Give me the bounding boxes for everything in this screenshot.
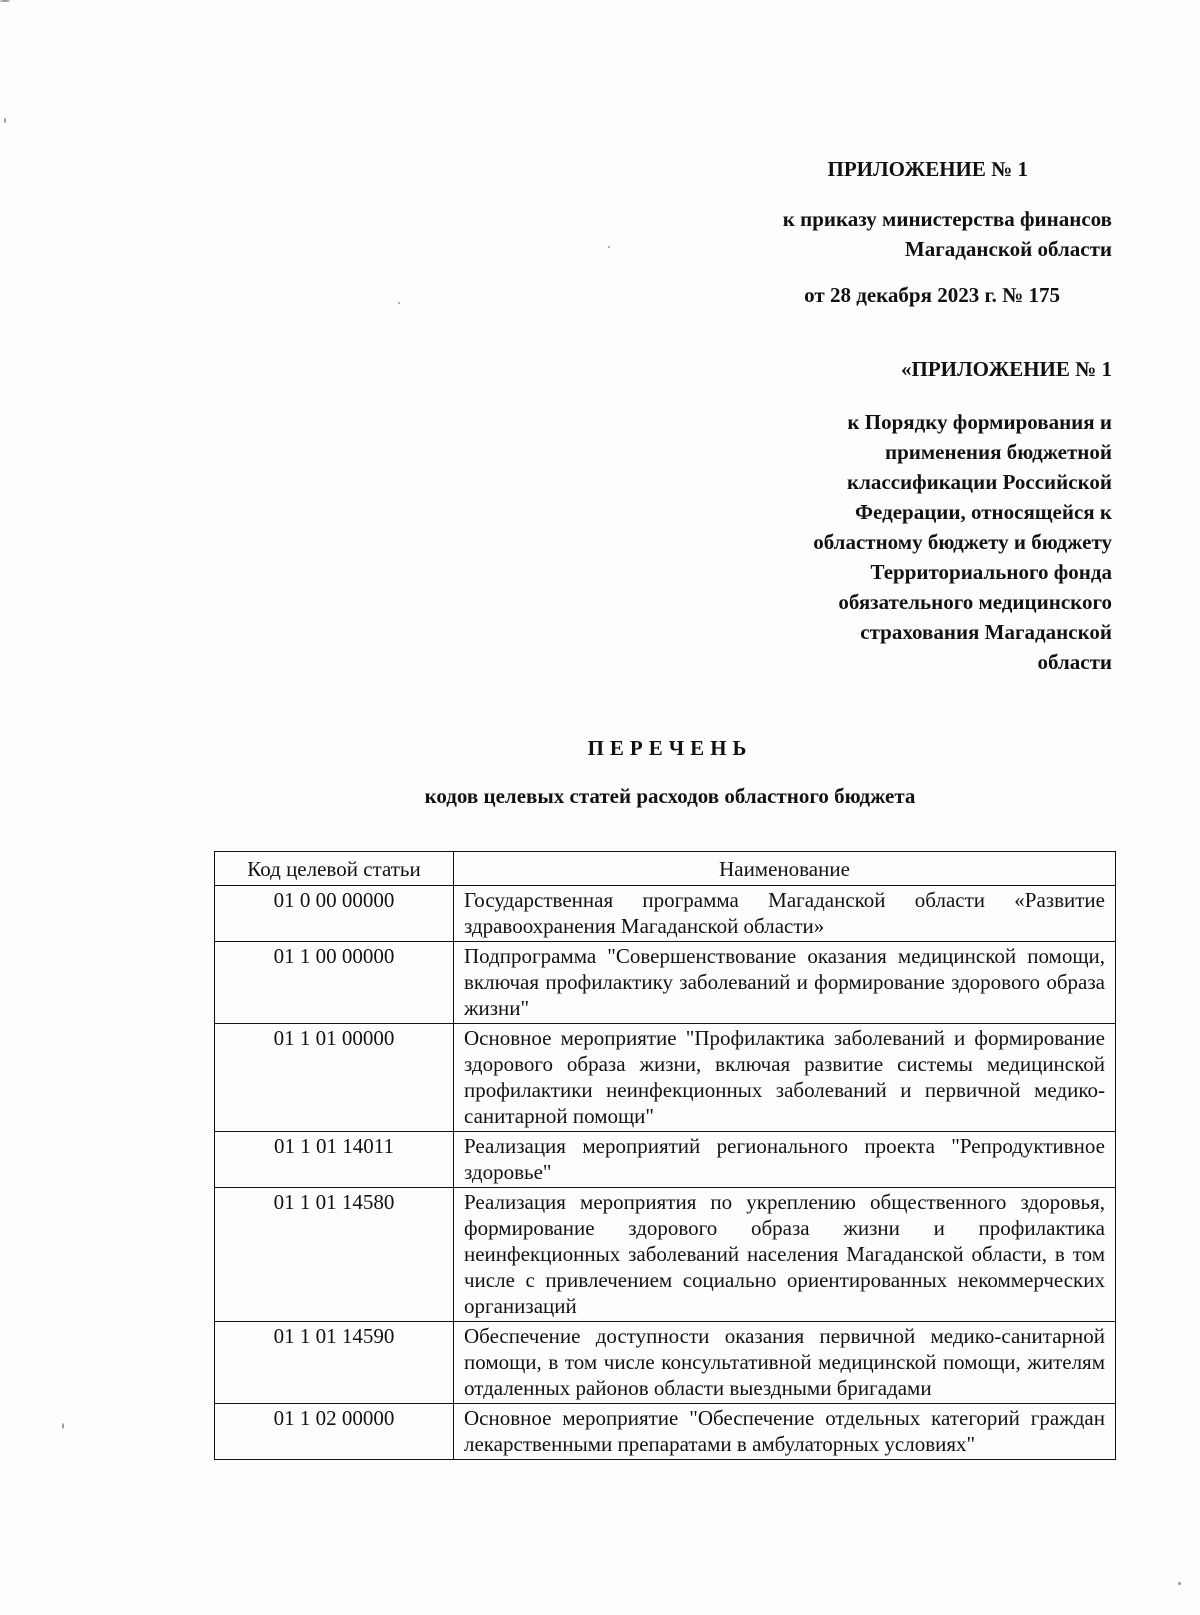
scan-speck <box>1178 1582 1181 1585</box>
table-row <box>215 1322 1116 1404</box>
procedure-reference-line: Территориального фонда <box>870 560 1112 584</box>
cell-name: Основное мероприятие "Обеспечение отдельных категорий граждан лекарственными препаратами в амбулаторных условиях" <box>454 1404 1116 1460</box>
appendix-title: ПРИЛОЖЕНИЕ № 1 <box>827 157 1028 181</box>
procedure-reference-line: страхования Магаданской <box>860 620 1112 644</box>
order-reference <box>783 204 1112 264</box>
scan-speck <box>0 0 10 2</box>
table-header-row <box>215 852 1116 886</box>
cell-code: 01 1 02 00000 <box>215 1404 454 1460</box>
procedure-reference-line: области <box>1037 650 1112 674</box>
procedure-reference-line: к Порядку формирования и <box>847 410 1112 434</box>
procedure-reference-line: классификации Российской <box>847 470 1112 494</box>
table-row <box>215 942 1116 1024</box>
order-date: от 28 декабря 2023 г. № 175 <box>804 283 1060 307</box>
scan-speck <box>62 1423 64 1429</box>
table-row <box>215 886 1116 942</box>
table-row <box>215 1024 1116 1132</box>
list-subtitle: кодов целевых статей расходов областного бюджета <box>424 784 916 808</box>
table-row <box>215 1188 1116 1322</box>
cell-code: 01 1 01 14590 <box>215 1322 454 1404</box>
scan-speck <box>608 246 610 248</box>
cell-code: 01 0 00 00000 <box>215 886 454 942</box>
cell-name: Государственная программа Магаданской области «Развитие здравоохранения Магаданской области» <box>454 886 1116 942</box>
table-row <box>215 1132 1116 1188</box>
column-header-code: Код целевой статьи <box>215 852 454 886</box>
list-title: ПЕРЕЧЕНЬ <box>587 736 753 760</box>
procedure-reference-line: Федерации, относящейся к <box>854 500 1112 524</box>
cell-name: Обеспечение доступности оказания первичной медико-санитарной помощи, в том числе консультативной медицинской помощи, жителям отдаленных районов области выездными бригадами <box>454 1322 1116 1404</box>
table-row <box>215 1404 1116 1460</box>
order-reference-line: к приказу министерства финансов <box>782 207 1112 231</box>
procedure-reference <box>752 407 1112 677</box>
target-codes-table <box>214 851 1116 1460</box>
appendix-title-quoted: «ПРИЛОЖЕНИЕ № 1 <box>900 357 1112 381</box>
cell-name: Реализация мероприятий регионального проекта "Репродуктивное здоровье" <box>454 1132 1116 1188</box>
scan-speck <box>398 302 400 304</box>
scan-speck <box>4 118 6 123</box>
cell-code: 01 1 01 00000 <box>215 1024 454 1132</box>
column-header-name: Наименование <box>454 852 1116 886</box>
procedure-reference-line: обязательного медицинского <box>838 590 1112 614</box>
cell-code: 01 1 01 14011 <box>215 1132 454 1188</box>
procedure-reference-line: областному бюджету и бюджету <box>813 530 1112 554</box>
cell-code: 01 1 00 00000 <box>215 942 454 1024</box>
cell-code: 01 1 01 14580 <box>215 1188 454 1322</box>
cell-name: Подпрограмма "Совершенствование оказания медицинской помощи, включая профилактику заболеваний и формирование здорового образа жизни" <box>454 942 1116 1024</box>
cell-name: Основное мероприятие "Профилактика заболеваний и формирование здорового образа жизни, включая развитие системы медицинской профилактики неинфекционных заболеваний и первичной медико-санитарной помощи" <box>454 1024 1116 1132</box>
procedure-reference-line: применения бюджетной <box>885 440 1112 464</box>
cell-name: Реализация мероприятия по укреплению общественного здоровья, формирование здорового образа жизни и профилактика неинфекционных заболеваний населения Магаданской области, в том числе с привлечением социально ориентированных некоммерческих организаций <box>454 1188 1116 1322</box>
order-reference-line: Магаданской области <box>904 237 1112 261</box>
